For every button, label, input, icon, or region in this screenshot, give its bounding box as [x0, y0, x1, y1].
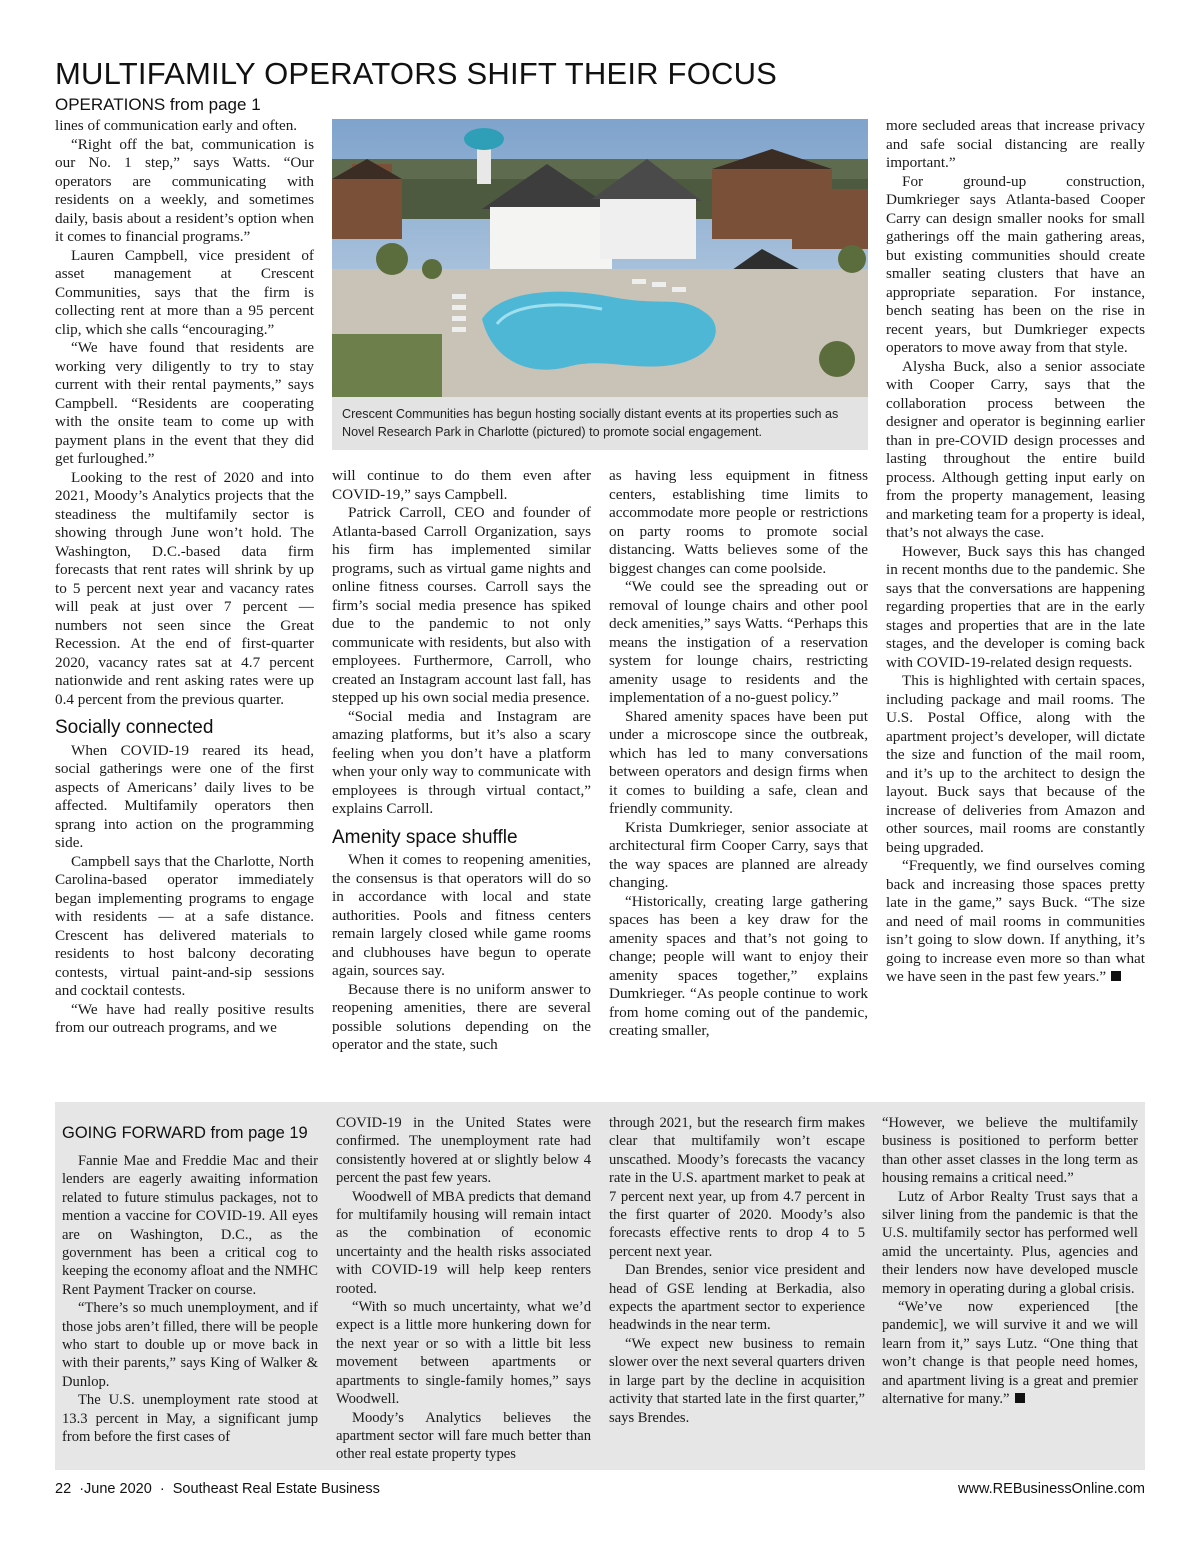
article-paragraph: When it comes to reopening amenities, the consensus is that operators will do so in accordance with local and state authorities. Pools and fitness centers remain largely closed while game rooms and clubhouses have begun to operate again, sources say. — [332, 851, 591, 979]
website-url[interactable]: www.REBusinessOnline.com — [958, 1481, 1145, 1497]
sidebar-paragraph: Moody’s Analytics believes the apartment sector will fare much better than other real estate property types — [336, 1409, 591, 1463]
article-paragraph: Alysha Buck, also a senior associate with Cooper Carry, says that the collaboration process between the designer and operator is beginning earlier than in pre-COVID design processes and lasting throughout the entire build process. Although getting input early on from the property management, leasing and marketing team for a property is ideal, that’s not always the case. — [886, 357, 1145, 541]
sidebar-column-1 — [62, 1152, 318, 1464]
sidebar-closing-text: “We’ve now experienced [the pandemic], we will survive it and we will learn from it,” says Lutz. “One thing that won’t change is that people need homes, and apartment living is a great and premier alternative for many.” — [882, 1299, 1138, 1408]
article-paragraph: “We have found that residents are working very diligently to try to stay current with their rental payments,” says Campbell. “Residents are cooperating with the onsite team to come up with payment plans in the event that they did get furloughed.” — [55, 339, 314, 467]
publication-name: Southeast Real Estate Business — [172, 1481, 380, 1497]
article-paragraph: “Right off the bat, communication is our No. 1 step,” says Watts. “Our operators are communicating with residents on a weekly, and sometimes daily, basis about a resident’s option when it comes to financial programs.” — [55, 135, 314, 245]
sidebar-paragraph: through 2021, but the research firm makes clear that multifamily won’t escape unscathed. Moody’s forecasts the vacancy rate in the U.S. apartment market to peak at 7 percent next year, up from 4.7 percent in the first quarter of 2020. Moody’s also forecasts effective rents to drop 4 to 5 percent next year. — [609, 1115, 865, 1260]
article-paragraph: as having less equipment in fitness centers, establishing time limits to accommodate more people or restrictions on party rooms to promote social distancing. Watts believes some of the biggest changes can come poolside. — [609, 467, 868, 577]
article-column-2 — [332, 467, 591, 1080]
article-paragraph: Shared amenity spaces have been put under a microscope since the outbreak, which has led to many conversations between operators and design firms when it comes to building a safe, clean and friendly community. — [609, 707, 868, 817]
article-paragraph: more secluded areas that increase privacy and safe social distancing are really important.” — [886, 117, 1145, 171]
issue-date: June 2020 — [84, 1481, 152, 1497]
article-paragraph: “We have had really positive results from our outreach programs, and we — [55, 1000, 314, 1036]
article-column-4 — [886, 117, 1145, 1080]
article-paragraph: “Historically, creating large gathering spaces has been a key draw for the amenity spaces and that’s not going to change; people will want to enjoy their amenity spaces together,” explains Dumkrieger. “As people continue to work from home coming out of the pandemic, creating smaller, — [609, 892, 868, 1039]
sidebar-paragraph: Dan Brendes, senior vice president and head of GSE lending at Berkadia, also expects the apartment sector to experience headwinds in the near term. — [609, 1262, 865, 1334]
sidebar-paragraph — [882, 1298, 1138, 1408]
end-of-story-mark-icon — [1111, 971, 1121, 981]
article-closing-text: “Frequently, we find ourselves coming back and increasing those spaces pretty late in the game,” says Buck. “The size and need of mail rooms in communities isn’t going to slow down. If anything, it’s going to increase even more so than what we have seen in the past few years.” — [886, 857, 1145, 985]
sidebar-paragraph: “However, we believe the multifamily business is positioned to perform better than other asset classes in the long term as housing remains a critical need.” — [882, 1115, 1138, 1187]
sidebar-paragraph: Lutz of Arbor Realty Trust says that a silver lining from the pandemic is that the U.S. multifamily sector has performed well amid the uncertainty. Plus, agencies and their lenders now have developed muscle memory in operating during a global crisis. — [882, 1188, 1138, 1297]
community-pool-photo — [332, 119, 868, 397]
subhead-socially-connected: Socially connected — [55, 717, 214, 738]
article-column-1 — [55, 117, 314, 1080]
article-paragraph: This is highlighted with certain spaces, including package and mail rooms. The U.S. Postal Office, along with the apartment project’s developer, will dictate the size and function of the mail room, and it’s up to the architect to design the layout. Buck says that because of the increase of deliveries from Amazon and other sources, mail rooms are constantly being upgraded. — [886, 672, 1145, 856]
article-paragraph: will continue to do them even after COVID-19,” says Campbell. — [332, 467, 591, 503]
footer-left — [55, 1481, 380, 1497]
sidebar-jump-head: GOING FORWARD from page 19 — [62, 1124, 308, 1142]
article-paragraph: For ground-up construction, Dumkrieger says Atlanta-based Cooper Carry can design smaller nooks for small gatherings off the main gathering areas, but existing communities should create smaller seating clusters that have an appropriate separation. For instance, bench seating has been on the rise in recent years, but Dumkrieger expects operators to move away from that style. — [886, 172, 1145, 356]
article-paragraph: Looking to the rest of 2020 and into 2021, Moody’s Analytics projects that the steadiness the multifamily sector is showing through June won’t hold. The Washington, D.C.-based data firm forecasts that rent rates will shrink by up to 5 percent next year and vacancy rates will peak at just over 7 percent — numbers not seen since the Great Recession. At the end of first-quarter 2020, vacancy rates sat at 4.7 percent nationwide and rent asking rates were up 0.4 percent from the previous quarter. — [55, 468, 314, 708]
sidebar-paragraph: Fannie Mae and Freddie Mac and their lenders are eagerly awaiting information related to future stimulus packages, not to mention a vaccine for COVID-19. All eyes are on Washington, D.C., as the government has been a critical cog to keeping the economy afloat and the NMHC Rent Payment Tracker on course. — [62, 1153, 318, 1298]
photo-caption: Crescent Communities has begun hosting socially distant events at its properties such as Novel Research Park in Charlotte (pictured) to promote social engagement. — [332, 397, 868, 450]
sidebar-paragraph: COVID-19 in the United States were confirmed. The unemployment rate had consistently hovered at or slightly below 4 percent the past few years. — [336, 1115, 591, 1187]
article-paragraph: Lauren Campbell, vice president of asset management at Crescent Communities, says that the firm is collecting rent at more than a 95 percent clip, which she calls “encouraging.” — [55, 246, 314, 338]
article-paragraph: However, Buck says this has changed in recent months due to the pandemic. She says that the conversations are happening regarding properties that are in the early stages and properties that are in the late stages, and the developer is coming back with COVID-19-related design requests. — [886, 542, 1145, 671]
article-paragraph: Krista Dumkrieger, senior associate at architectural firm Cooper Carry, says that the way spaces are planned are already changing. — [609, 818, 868, 891]
sidebar-column-3 — [609, 1114, 865, 1464]
sidebar-paragraph: “We expect new business to remain slower over the next several quarters driven in large part by the decline in acquisition activity that started late in the first quarter,” says Brendes. — [609, 1335, 865, 1426]
article-paragraph: When COVID-19 reared its head, social gatherings were one of the first aspects of Americans’ daily lives to be affected. Multifamily operators then sprang into action on the programming side. — [55, 741, 314, 851]
jump-head-operations: OPERATIONS from page 1 — [55, 95, 261, 114]
footer-separator: · — [75, 1481, 85, 1497]
article-paragraph: lines of communication early and often. — [55, 117, 298, 134]
sidebar-column-4 — [882, 1114, 1138, 1464]
article-paragraph: “We could see the spreading out or removal of lounge chairs and other pool deck amenities,” says Watts. “Perhaps this means the instigation of a reservation system for lounge chairs, restricting amenity usage to residents and the implementation of a no-guest policy.” — [609, 578, 868, 706]
article-paragraph: Patrick Carroll, CEO and founder of Atlanta-based Carroll Organization, says his firm has implemented similar programs, such as virtual game nights and online fitness courses. Carroll says the firm’s social media presence has spiked due to the pandemic to not only communicate with residents, but also with employees. Furthermore, Carroll, who created an Instagram account last fall, has stepped up his own social media presence. — [332, 504, 591, 706]
sidebar-paragraph: The U.S. unemployment rate stood at 13.3 percent in May, a significant jump from before the first cases of — [62, 1392, 318, 1446]
article-paragraph: “Social media and Instagram are amazing platforms, but it’s also a scary feeling when you don’t have a platform when your only way to communicate with employees is through virtual contact,” explains Carroll. — [332, 707, 591, 817]
article-column-3 — [609, 467, 868, 1080]
sidebar-paragraph: “There’s so much unemployment, and if those jobs aren’t filled, there will be people who start to double up or move back in with their parents,” says King of Walker & Dunlop. — [62, 1300, 318, 1390]
article-paragraph — [886, 857, 1145, 987]
page-number: 22 — [55, 1481, 72, 1497]
subhead-amenity-space-shuffle: Amenity space shuffle — [332, 826, 518, 848]
sidebar-column-2 — [336, 1114, 591, 1464]
article-paragraph: Campbell says that the Charlotte, North Carolina-based operator immediately began implementing programs to engage with residents — at a safe distance. Crescent has delivered materials to residents to host balcony decorating contests, virtual paint-and-sip sessions and cocktail contests. — [55, 852, 314, 999]
sidebar-paragraph: “With so much uncertainty, what we’d expect is a little more hunkering down for the next year or so with a little bit less movement between apartments or apartments to single-family homes,” says Woodwell. — [336, 1299, 591, 1408]
end-of-story-mark-icon — [1015, 1393, 1025, 1403]
headline: MULTIFAMILY OPERATORS SHIFT THEIR FOCUS — [55, 56, 778, 91]
sidebar-paragraph: Woodwell of MBA predicts that demand for multifamily housing will remain intact as the combination of economic uncertainty and the health risks associated with COVID-19 will help keep renters rooted. — [336, 1188, 591, 1297]
footer-separator: · — [155, 1481, 173, 1497]
article-paragraph: Because there is no uniform answer to reopening amenities, there are several possible solutions depending on the operator and the state, such — [332, 980, 591, 1053]
